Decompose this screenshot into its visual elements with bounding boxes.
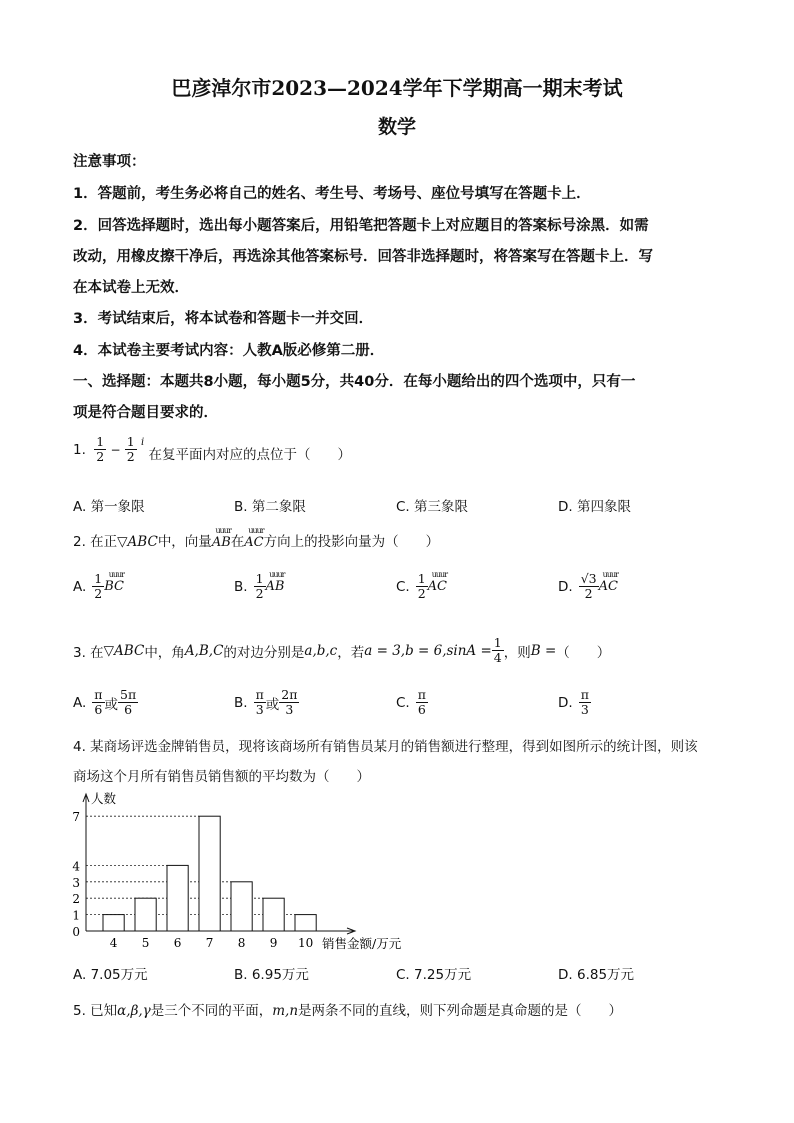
- x-tick-9: 9: [269, 936, 278, 950]
- question-2: 2. 在正▽ABC中，向量 uuur AB在 uuur AC方向上的投影向量为（ ）: [73, 526, 440, 550]
- q4-option-b: B. 6.95万元: [234, 967, 309, 983]
- q1-option-d: D. 第四象限: [558, 499, 631, 515]
- bar-4: [103, 915, 124, 931]
- bar-6: [167, 865, 188, 931]
- bar-9: [263, 898, 284, 931]
- exam-title: 巴彦淖尔市2023—2024学年下学期高一期末考试: [171, 76, 623, 100]
- q4-line1: 4. 某商场评选金牌销售员，现将该商场所有销售员某月的销售额进行整理，得到如图所示的统计图，则该: [73, 739, 698, 755]
- section-heading-line1: 一、选择题：本题共8小题，每小题5分，共40分．在每小题给出的四个选项中，只有一: [73, 374, 636, 390]
- question-3: 3. 在▽ABC中，角A,B,C的对边分别是a,b,c，若a = 3,b = 6,sinA = $\frac{1}{4}$ ，则B =（ ）: [73, 635, 611, 666]
- x-tick-8: 8: [237, 936, 246, 950]
- q3-option-a: A. $\frac{\pi}{6}$ 或 $\frac{5\pi}{6}$: [73, 687, 137, 718]
- q2-option-c: C. $\frac{1}{2}$ uuur AC: [396, 570, 448, 602]
- x-axis-label: 销售金额/万元: [322, 936, 402, 951]
- x-tick-4: 4: [109, 936, 118, 950]
- q1-option-c: C. 第三象限: [396, 499, 469, 515]
- notes-heading: 注意事项：: [73, 154, 146, 170]
- q4-option-d: D. 6.85万元: [558, 967, 635, 983]
- x-tick-6: 6: [173, 936, 182, 950]
- note-3: 3．考试结束后，将本试卷和答题卡一并交回．: [73, 311, 374, 327]
- q1-fraction-2: $\frac{1}{2}$: [126, 434, 135, 465]
- q1-number: 1.: [73, 441, 86, 458]
- question-1: 1. $\frac{1}{2}$ − $\frac{1}{2}$ i 在复平面内对应的点位于（ ）: [73, 434, 352, 465]
- q1-text: 在复平面内对应的点位于（ ）: [148, 446, 352, 463]
- y-tick-2: 2: [72, 892, 80, 907]
- y-axis-label: 人数: [91, 791, 117, 806]
- question-5: 5. 已知α,β,γ是三个不同的平面，m,n是两条不同的直线，则下列命题是真命题的是（ ）: [73, 1003, 623, 1019]
- x-tick-10: 10: [297, 936, 314, 950]
- q3-option-c: C. $\frac{\pi}{6}$: [396, 687, 426, 718]
- q1-option-a: A. 第一象限: [73, 499, 145, 515]
- vector-ab: uuur AB: [211, 526, 231, 550]
- q3-option-d: D. $\frac{\pi}{3}$: [558, 687, 589, 718]
- q2-option-a: A. $\frac{1}{2}$ uuur BC: [73, 570, 124, 602]
- q4-line2: 商场这个月所有销售员销售额的平均数为（ ）: [73, 769, 370, 785]
- q1-option-b: B. 第二象限: [234, 499, 306, 515]
- x-tick-5: 5: [141, 936, 150, 950]
- y-tick-0: 0: [72, 925, 80, 939]
- note-1: 1．答题前，考生务必将自己的姓名、考生号、考场号、座位号填写在答题卡上．: [73, 186, 591, 202]
- y-tick-3: 3: [72, 875, 80, 890]
- x-tick-7: 7: [205, 936, 214, 950]
- vector-ac: uuur AC: [244, 526, 264, 550]
- section-heading-line2: 项是符合题目要求的．: [73, 405, 218, 421]
- note-2a: 2．回答选择题时，选出每小题答案后，用铅笔把答题卡上对应题目的答案标号涂黑．如需: [73, 218, 649, 234]
- q2-option-b: B. $\frac{1}{2}$ uuur AB: [234, 570, 285, 602]
- y-tick-4: 4: [72, 859, 80, 874]
- q4-option-a: A. 7.05万元: [73, 967, 148, 983]
- q1-fraction-1: $\frac{1}{2}$: [96, 434, 105, 465]
- y-tick-1: 1: [72, 908, 80, 923]
- q2-option-d: D. $\frac{√3}{2}$ uuur AC: [558, 570, 618, 602]
- q3-option-b: B. $\frac{\pi}{3}$ 或 $\frac{2\pi}{3}$: [234, 687, 298, 718]
- subject-title: 数学: [377, 116, 416, 138]
- note-2c: 在本试卷上无效．: [73, 280, 189, 296]
- bar-5: [135, 898, 156, 931]
- bar-8: [231, 882, 252, 931]
- bar-7: [199, 816, 220, 931]
- bar-10: [295, 915, 316, 931]
- y-tick-7: 7: [72, 810, 80, 825]
- sales-histogram: [60, 788, 440, 958]
- note-4: 4．本试卷主要考试内容：人教A版必修第二册．: [73, 343, 385, 359]
- note-2b: 改动，用橡皮擦干净后，再选涂其他答案标号．回答非选择题时，将答案写在答题卡上．写: [73, 249, 653, 265]
- q4-option-c: C. 7.25万元: [396, 967, 472, 983]
